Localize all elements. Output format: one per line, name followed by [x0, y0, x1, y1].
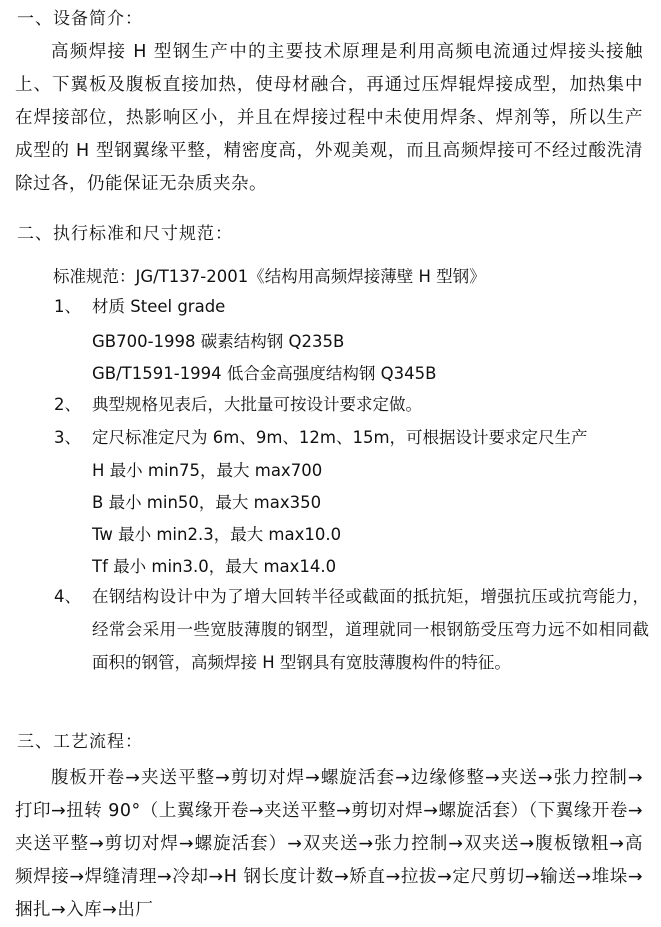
item-number: 3、 — [54, 428, 81, 447]
standard-item-3 — [54, 421, 649, 454]
standard-item-4 — [54, 580, 649, 679]
section-heading-process: 三、工艺流程： — [17, 732, 143, 752]
material-line-q345b: GB/T1591-1994 低合金高强度结构钢 Q345B — [92, 364, 437, 383]
intro-paragraph: 高频焊接 H 型钢生产中的主要技术原理是利用高频电流通过焊接头接触上、下翼板及腹板直接加热，使母材融合，再通过压焊辊焊接成型，加热集中在焊接部位，热影响区小，并且在焊接过程中未使用焊条、焊剂等，所以生产成型的 H 型钢翼缘平整，精密度高，外观美观，而且高频焊接可不经过酸洗清除过各，仍能保证无杂质夹杂。 — [15, 42, 643, 194]
item-text: 在钢结构设计中为了增大回转半径或截面的抵抗矩，增强抗压或抗弯能力，经常会采用一些宽肢薄腹的钢型，道理就同一根钢筋受压弯力远不如相同截面积的钢管，高频焊接 H 型钢具有宽肢薄腹构件的特征。 — [92, 587, 649, 672]
standard-item-2 — [54, 388, 649, 421]
item-number: 2、 — [54, 395, 81, 414]
item-number: 4、 — [54, 587, 81, 606]
process-paragraph: 腹板开卷→夹送平整→剪切对焊→螺旋活套→边缘修整→夹送→张力控制→打印→扭转 90°（上翼缘开卷→夹送平整→剪切对焊→螺旋活套）（下翼缘开卷→夹送平整→剪切对焊→螺旋活套）→双夹送→张力控制→双夹送→腹板镦粗→高频焊接→焊缝清理→冷却→H 钢长度计数→矫直→拉拔→定尺剪切→输送→堆垛→捆扎→入库→出厂 — [15, 768, 643, 920]
material-line-q235b: GB700-1998 碳素结构钢 Q235B — [92, 332, 345, 351]
spec-line-h: H 最小 min75，最大 max700 — [92, 461, 323, 480]
item-text: 材质 Steel grade — [92, 297, 226, 316]
item-text: 典型规格见表后，大批量可按设计要求定做。 — [92, 395, 422, 414]
item-text: 定尺标准定尺为 6m、9m、12m、15m，可根据设计要求定尺生产 — [92, 428, 588, 447]
section-heading-standard: 二、执行标准和尺寸规范： — [17, 224, 233, 244]
spec-line-tf: Tf 最小 min3.0，最大 max14.0 — [92, 557, 337, 576]
spec-line-tw: Tw 最小 min2.3，最大 max10.0 — [92, 525, 342, 544]
item-number: 1、 — [54, 297, 81, 316]
spec-line-b: B 最小 min50，最大 max350 — [92, 493, 322, 512]
section-heading-intro: 一、设备简介： — [17, 9, 143, 29]
standard-item-1 — [54, 290, 649, 323]
standard-norm-line: 标准规范：JG/T137-2001《结构用高频焊接薄壁 H 型钢》 — [53, 267, 486, 286]
